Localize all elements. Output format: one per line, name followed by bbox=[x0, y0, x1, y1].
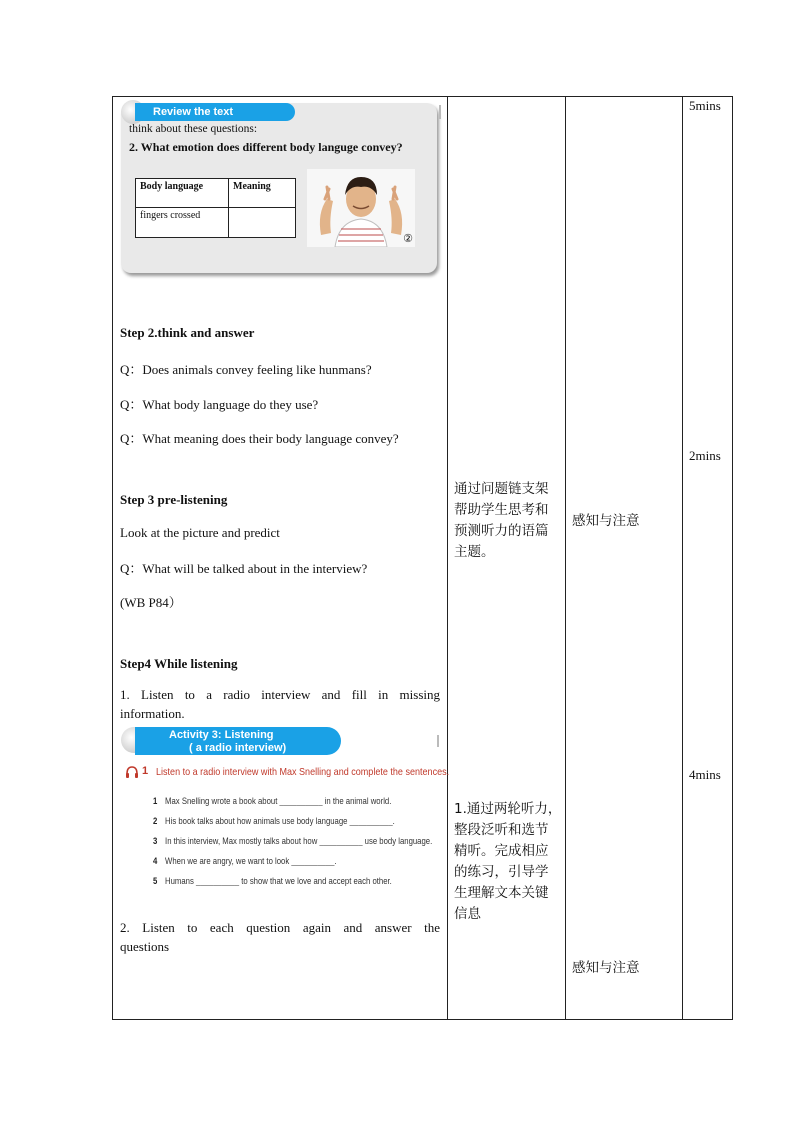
bl-cell-meaning-empty bbox=[228, 207, 296, 238]
step4-item1-line1: 1. Listen to a radio interview and fill in missing bbox=[120, 687, 440, 702]
review-slide-image bbox=[121, 103, 437, 273]
sentence-3 bbox=[153, 836, 432, 846]
time-2: 2mins bbox=[689, 448, 721, 463]
step3-reference: (WB P84） bbox=[120, 595, 182, 610]
column-divider bbox=[565, 97, 566, 1019]
step4-item2-line1: 2. Listen to each question again and answer the bbox=[120, 920, 440, 935]
purpose-block-1 bbox=[454, 479, 549, 563]
step3-instruction: Look at the picture and predict bbox=[120, 525, 280, 540]
note-2: 感知与注意 bbox=[572, 960, 640, 976]
slide-line-2: 2. What emotion does different body languge convey? bbox=[129, 140, 403, 154]
headphones-icon bbox=[125, 765, 139, 779]
sentence-text: Max Snelling wrote a book about __________ in the animal world. bbox=[165, 796, 392, 806]
purpose-block-2 bbox=[454, 799, 561, 925]
column-divider bbox=[447, 97, 448, 1019]
sentence-4 bbox=[153, 856, 337, 866]
purpose-2-line: 信息 bbox=[454, 906, 481, 922]
sentence-number: 3 bbox=[153, 836, 158, 846]
sentence-1 bbox=[153, 796, 391, 806]
purpose-2-line: 1.通过两轮听力， bbox=[454, 801, 562, 817]
sentence-text: His book talks about how animals use body language __________. bbox=[165, 816, 395, 826]
review-banner: Review the text bbox=[135, 103, 295, 121]
purpose-2-line: 的练习，引导学 bbox=[454, 864, 549, 880]
sentence-number: 4 bbox=[153, 856, 158, 866]
sentence-number: 1 bbox=[153, 796, 158, 806]
purpose-2-line: 精听。完成相应 bbox=[454, 843, 549, 859]
step4-item2-line2: questions bbox=[120, 939, 170, 954]
step4-title: Step4 While listening bbox=[120, 656, 238, 671]
listen-number: 1 bbox=[142, 765, 149, 777]
purpose-2-line: 整段泛听和选节 bbox=[454, 822, 549, 838]
slide-line-1: think about these questions: bbox=[129, 123, 258, 135]
slide-edge-mark bbox=[439, 105, 441, 119]
activity3-slide-image bbox=[121, 725, 450, 895]
sentence-text: In this interview, Max mostly talks about how __________ use body language. bbox=[165, 836, 433, 846]
body-language-table bbox=[135, 178, 295, 238]
purpose-1-line: 主题。 bbox=[454, 544, 495, 560]
slide-number-badge: ② bbox=[403, 233, 413, 245]
listen-instruction: Listen to a radio interview with Max Snelling and complete the sentences. bbox=[156, 766, 450, 778]
activity3-banner-line2: ( a radio interview) bbox=[189, 742, 287, 754]
bl-header-body-language: Body language bbox=[135, 178, 229, 208]
step4-item1-line2: information. bbox=[120, 706, 185, 721]
sentence-text: Humans __________ to show that we love and accept each other. bbox=[165, 876, 392, 886]
purpose-1-line: 预测听力的语篇 bbox=[454, 523, 549, 539]
bl-header-meaning: Meaning bbox=[228, 178, 296, 208]
activity3-banner-line1: Activity 3: Listening bbox=[169, 729, 274, 741]
step2-title: Step 2.think and answer bbox=[120, 325, 255, 340]
purpose-1-line: 帮助学生思考和 bbox=[454, 502, 549, 518]
slide-edge-mark bbox=[437, 735, 439, 747]
time-3: 4mins bbox=[689, 767, 721, 782]
note-1: 感知与注意 bbox=[572, 513, 640, 529]
step2-question-2: Q：What body language do they use? bbox=[120, 397, 319, 412]
boy-fingers-crossed-photo bbox=[307, 169, 415, 247]
step3-question: Q：What will be talked about in the interview? bbox=[120, 561, 368, 576]
purpose-2-line: 生理解文本关键 bbox=[454, 885, 549, 901]
step3-title: Step 3 pre-listening bbox=[120, 492, 228, 507]
step2-question-3: Q：What meaning does their body language convey? bbox=[120, 431, 399, 446]
activity3-banner bbox=[135, 727, 341, 755]
purpose-1-line: 通过问题链支架 bbox=[454, 481, 549, 497]
step2-question-1: Q：Does animals convey feeling like hunmans? bbox=[120, 362, 372, 377]
sentence-2 bbox=[153, 816, 395, 826]
column-divider bbox=[682, 97, 683, 1019]
sentence-5 bbox=[153, 876, 392, 886]
bl-cell-fingers-crossed: fingers crossed bbox=[135, 207, 229, 238]
sentence-text: When we are angry, we want to look __________. bbox=[165, 856, 337, 866]
time-1: 5mins bbox=[689, 98, 721, 113]
sentence-number: 5 bbox=[153, 876, 158, 886]
lesson-plan-table bbox=[112, 96, 733, 1020]
sentence-number: 2 bbox=[153, 816, 158, 826]
